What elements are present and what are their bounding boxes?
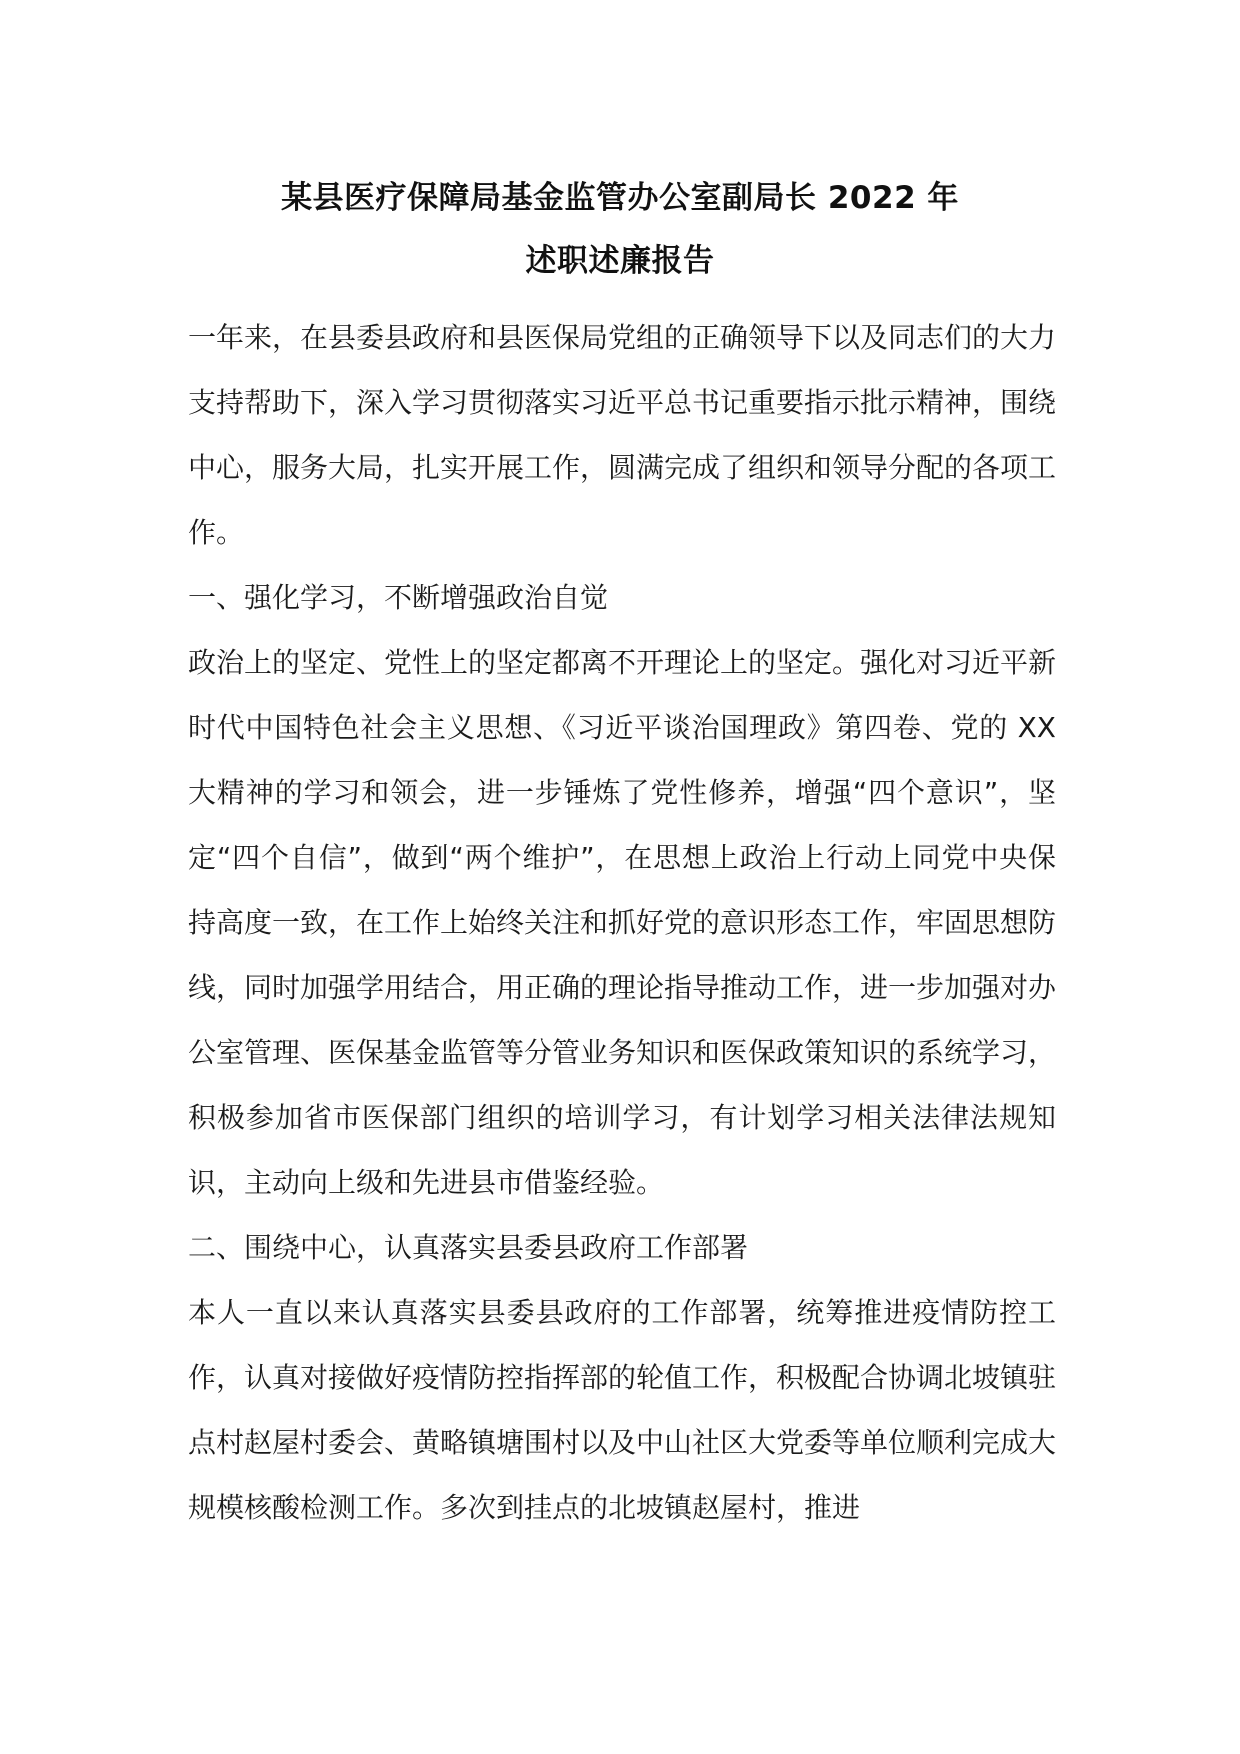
- document-title-line-2: 述职述廉报告: [525, 243, 715, 279]
- document-title-line-1: 某县医疗保障局基金监管办公室副局长 2022 年: [281, 180, 959, 216]
- section-1-paragraph: 政治上的坚定、党性上的坚定都离不开理论上的坚定。强化对习近平新时代中国特色社会主义思想、《习近平谈治国理政》第四卷、党的 XX 大精神的学习和领会，进一步锤炼了党性修养，增强“四个意识”，坚定“四个自信”，做到“两个维护”，在思想上政治上行动上同党中央保持高度一致，在工作上始终关注和抓好党的意识形态工作，牢固思想防线，同时加强学用结合，用正确的理论指导推动工作，进一步加强对办公室管理、医保基金监管等分管业务知识和医保政策知识的系统学习，积极参加省市医保部门组织的培训学习，有计划学习相关法律法规知识，主动向上级和先进县市借鉴经验。: [188, 646, 1057, 1199]
- section-2-paragraph: 本人一直以来认真落实县委县政府的工作部署，统筹推进疫情防控工作，认真对接做好疫情防控指挥部的轮值工作，积极配合协调北坡镇驻点村赵屋村委会、黄略镇塘围村以及中山社区大党委等单位顺利完成大规模核酸检测工作。多次到挂点的北坡镇赵屋村，推进: [188, 1296, 1057, 1524]
- document-body: [188, 305, 1056, 1540]
- intro-paragraph: 一年来，在县委县政府和县医保局党组的正确领导下以及同志们的大力支持帮助下，深入学习贯彻落实习近平总书记重要指示批示精神，围绕中心，服务大局，扎实开展工作，圆满完成了组织和领导分配的各项工作。: [188, 321, 1057, 549]
- section-heading-1: 一、强化学习，不断增强政治自觉: [188, 581, 609, 614]
- section-heading-2: 二、围绕中心，认真落实县委县政府工作部署: [188, 1231, 749, 1264]
